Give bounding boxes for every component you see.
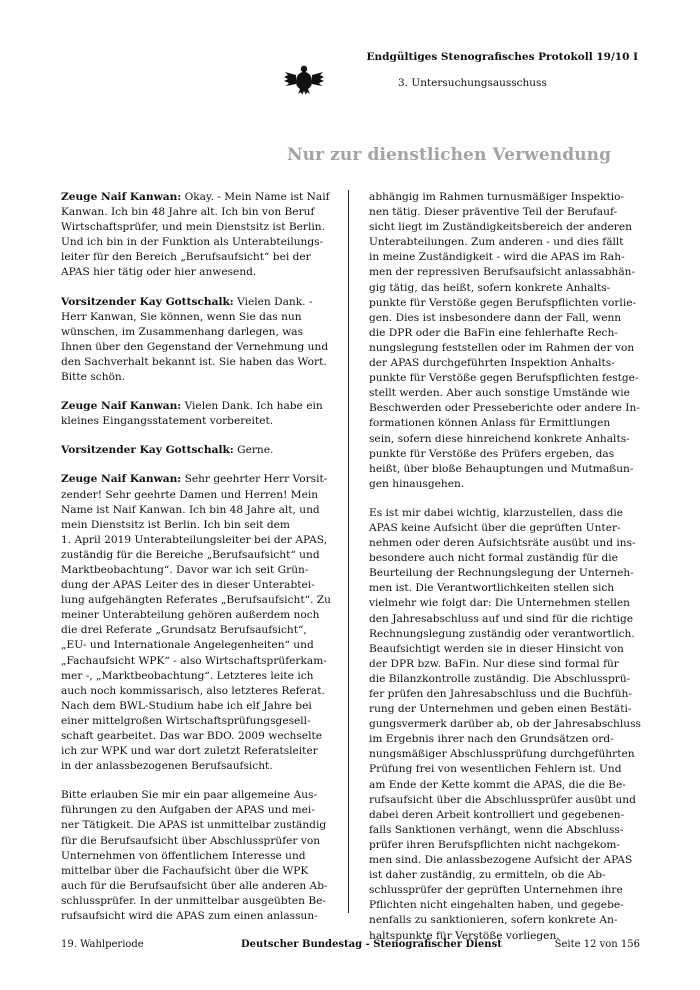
left-text-column bbox=[61, 190, 333, 938]
paragraph-text: Okay. - Mein Name ist Naif Kanwan. Ich bin 48 Jahre alt. Ich bin von Beruf Wirtschaftsprüfer, und mein Dienstsitz ist Berlin. Und ich bin in der Funktion als Unterabteilungs- leiter für den Bereich „Berufsaufsicht“ bei der APAS hier tätig oder hier anwesend. bbox=[61, 191, 330, 279]
footer-period: 19. Wahlperiode bbox=[61, 939, 144, 950]
speaker-name: Vorsitzender Kay Gottschalk: bbox=[61, 444, 234, 457]
paragraph-text: abhängig im Rahmen turnusmäßiger Inspektio- nen tätig. Dieser präventive Teil der Berufauf- sicht liegt im Zuständigkeitsbereich der anderen Unterabteilungen. Zum anderen - und dies fällt in meine Zuständigkeit - wird die APAS im Rah- men der repressiven Berufsaufsicht anlassabhän- gig tätig, das heißt, sofern konkrete Anhalts- punkte für Verstöße gegen Berufspflichten vorlie- gen. Dies ist insbesondere dann der Fall, wenn die DPR oder die BaFin eine fehlerhafte Rech- nungslegung feststellen oder im Rahmen der von der APAS durchgeführten Inspektion Anhalts- punkte für Verstöße gegen Berufspflichten festge- stellt werden. Aber auch sonstige Umstände wie Beschwerden oder Presseberichte oder andere In- formationen können Anlass für Ermittlungen sein, sofern diese hinreichend konkrete Anhalts- punkte für Verstöße des Prüfers ergeben, das heißt, über bloße Behauptungen und Mutmaßun- gen hinausgehen. bbox=[369, 191, 640, 490]
paragraph bbox=[369, 190, 641, 492]
paragraph-text: Es ist mir dabei wichtig, klarzustellen, dass die APAS keine Aufsicht über die geprüften Unter- nehmen oder deren Aufsichtsräte ausübt und ins- besondere auch nicht formal zuständig für die Beurteilung der Rechnungslegung der Unterneh- men ist. Die Verantwortlichkeiten stellen sich vielmehr wie folgt dar: Die Unternehmen stellen den Jahresabschluss auf und sind für die richtige Rechnungslegung zuständig oder verantwortlich. Beaufsichtigt werden sie in dieser Hinsicht von der DPR bzw. BaFin. Nur diese sind formal für die Bilanzkontrolle zuständig. Die Abschlussprü- fer prüfen den Jahresabschluss und die Buchfüh- rung der Unternehmen und geben einen Bestäti- gungsvermerk darüber ab, ob der Jahresabschluss im Ergebnis ihrer nach den Grundsätzen ord- nungsmäßiger Abschlussprüfung durchgeführten Prüfung frei von wesentlichen Fehlern ist. Und am Ende der Kette kommt die APAS, die die Be- rufsaufsicht über die Abschlussprüfer ausübt und dabei deren Arbeit kontrolliert und gegebenen- falls Sanktionen verhängt, wenn die Abschluss- prüfer ihren Berufspflichten nicht nachgekom- men sind. Die anlassbezogene Aufsicht der APAS ist daher zuständig, zu ermitteln, ob die Ab- schlussprüfer der geprüften Unternehmen ihre Pflichten nicht eingehalten haben, und gegebe- nenfalls zu sanktionieren, sofern konkrete An- haltspunkte für Verstöße vorliegen. bbox=[369, 506, 641, 942]
speaker-name: Zeuge Naif Kanwan: bbox=[61, 400, 182, 413]
committee-name: 3. Untersuchungsausschuss bbox=[398, 77, 547, 89]
paragraph bbox=[61, 399, 333, 429]
paragraph-text: Gerne. bbox=[233, 444, 274, 457]
right-text-column bbox=[369, 190, 641, 958]
column-divider bbox=[348, 190, 349, 913]
paragraph bbox=[61, 190, 333, 281]
paragraph-text: Sehr geehrter Herr Vorsit- zender! Sehr geehrte Damen und Herren! Mein Name ist Naif Kanwan. Ich bin 48 Jahre alt, und mein Dienstsitz ist Berlin. Ich bin seit dem 1. April 2019 Unterabteilungsleiter bei der APAS, zuständig für die Bereiche „Berufsaufsicht“ und Marktbeobachtung“. Davor war ich seit Grün- dung der APAS Leiter des in dieser Unterabtei- lung aufgehängten Referates „Berufsaufsicht“. Zu meiner Unterabteilung gehören außerdem noch die drei Referate „Grundsatz Berufsaufsicht“, „EU- und Internationale Angelegenheiten“ und „Fachaufsicht WPK“ - also Wirtschaftsprüferkam- mer -, „Marktbeobachtung“. Letzteres leite ich auch noch kommissarisch, also letzteres Referat. Nach dem BWL-Studium habe ich elf Jahre bei einer mittelgroßen Wirtschaftsprüfungsgesell- schaft gearbeitet. Das war BDO. 2009 wechselte ich zur WPK und war dort zuletzt Referatsleiter in der anlassbezogenen Berufsaufsicht. bbox=[61, 473, 331, 773]
footer-service: Deutscher Bundestag - Stenografischer Dienst bbox=[241, 939, 502, 950]
speaker-name: Zeuge Naif Kanwan: bbox=[61, 191, 182, 203]
footer-page-number: Seite 12 von 156 bbox=[554, 939, 640, 950]
paragraph bbox=[61, 788, 333, 924]
speaker-name: Vorsitzender Kay Gottschalk: bbox=[61, 295, 234, 308]
paragraph-text: Bitte erlauben Sie mir ein paar allgemeine Aus- führungen zu den Aufgaben der APAS und mei- ner Tätigkeit. Die APAS ist unmittelbar zuständig für die Berufsaufsicht über Abschlussprüfer von Unternehmen von öffentlichem Interesse und mittelbar über die Fachaufsicht über die WPK auch für die Berufsaufsicht über alle anderen Ab- schlussprüfer. In der unmittelbar ausgeübten Be- rufsaufsicht wird die APAS zum einen anlassun- bbox=[61, 789, 328, 923]
paragraph bbox=[61, 443, 333, 458]
bundestag-eagle-icon bbox=[283, 62, 325, 96]
paragraph-text: Vielen Dank. Ich habe ein kleines Eingangsstatement vorbereitet. bbox=[61, 400, 323, 428]
watermark: Nur zur dienstlichen Verwendung bbox=[287, 145, 612, 165]
speaker-name: Zeuge Naif Kanwan: bbox=[61, 473, 182, 486]
paragraph bbox=[61, 295, 333, 386]
paragraph bbox=[61, 472, 333, 774]
paragraph bbox=[369, 506, 641, 944]
protocol-title: Endgültiges Stenografisches Protokoll 19/10 I bbox=[366, 51, 638, 63]
paragraph-text: Vielen Dank. - Herr Kanwan, Sie können, wenn Sie das nun wünschen, im Zusammenhang darlegen, was Ihnen über den Gegenstand der Vernehmung und den Sachverhalt bekannt ist. Sie haben das Wort. Bitte schön. bbox=[61, 295, 329, 384]
